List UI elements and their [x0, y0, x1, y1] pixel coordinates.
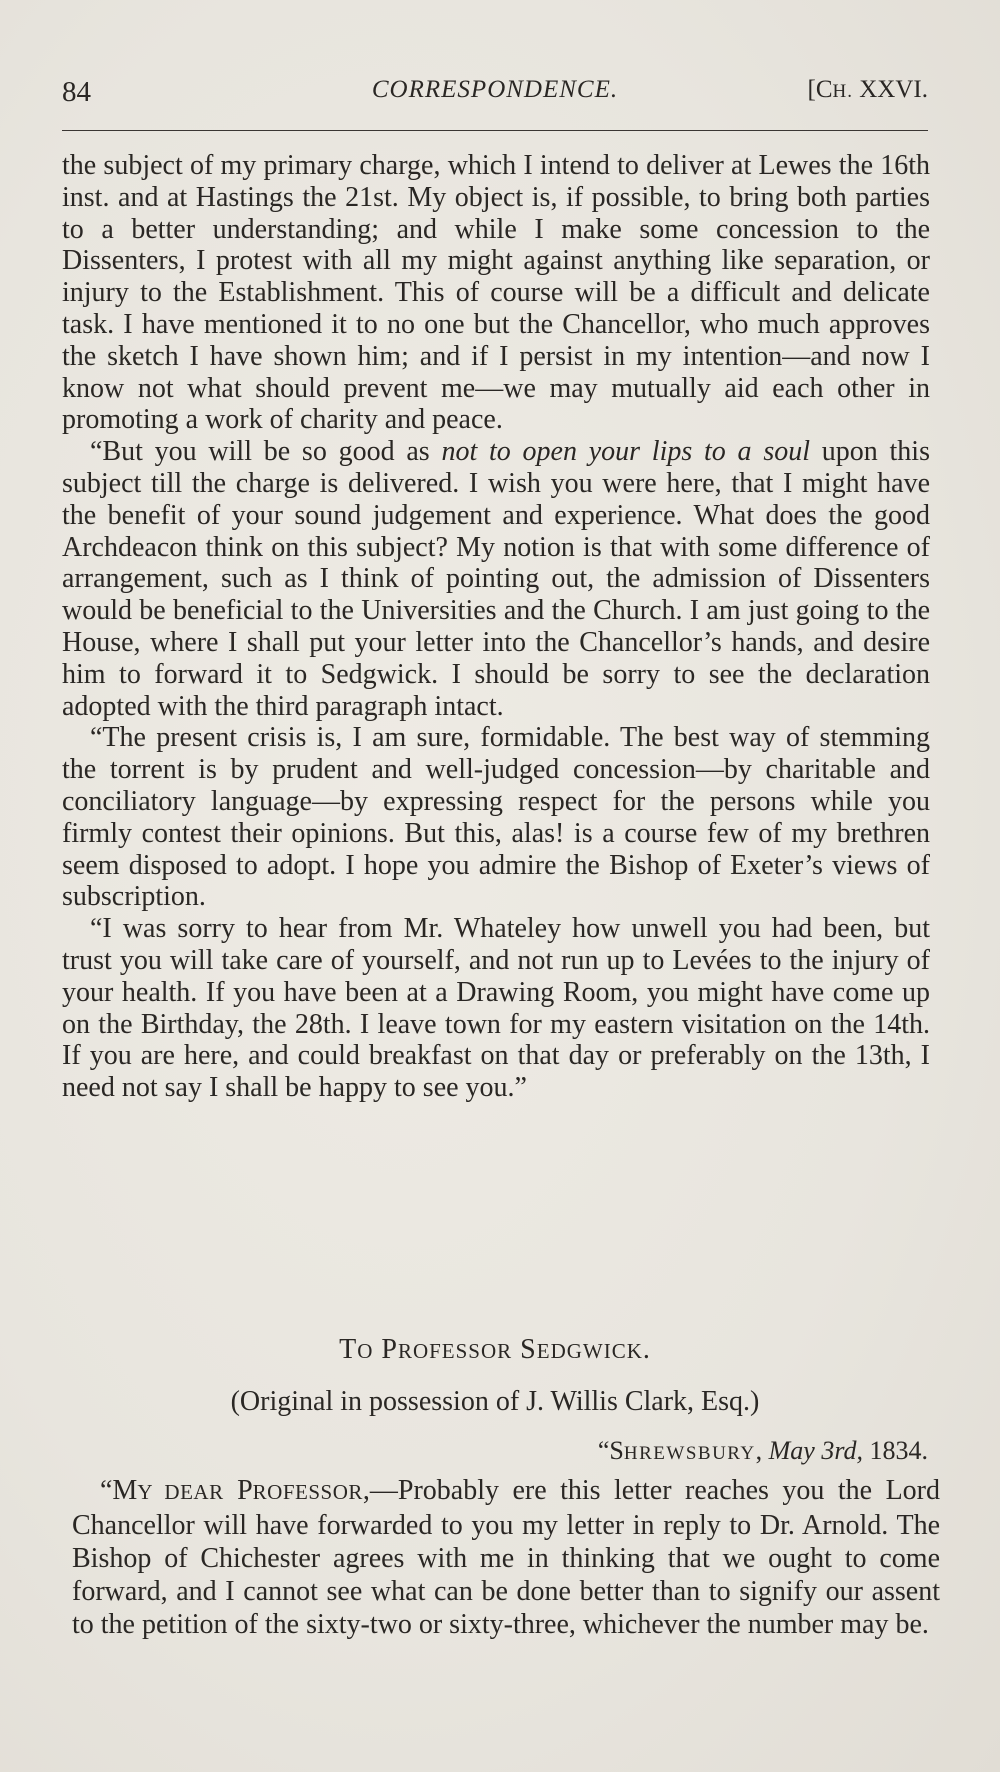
provenance-note: (Original in possession of J. Willis Clark, Esq.)	[230, 1386, 760, 1417]
header-rule	[62, 130, 928, 131]
letter-paragraph: “MY DEAR PROFESSOR,—Probably ere this letter reaches you the Lord Chancellor will have forwarded to you my letter in reply to Dr. Arnold. The Bishop of Chichester agrees with me in thinking that we ought to come forward, and I cannot see what can be done better than to signify our assent to the petition of the sixty-two or sixty-three, whichever the number may be.	[72, 1475, 940, 1640]
running-title: CORRESPONDENCE.	[371, 76, 619, 103]
letter-body	[72, 1474, 940, 1641]
emphasis-text: not to open your lips to a soul	[441, 436, 810, 468]
paragraph-3: “The present crisis is, I am sure, formidable. The best way of stemming the torrent is by prudent and well-judged concession—by charitable and conciliatory language—by expressing respect for the persons while you firmly contest their opinions. But this, alas! is a course few of my brethren seem disposed to adopt. I hope you admire the Bishop of Exeter’s views of subscription.	[62, 722, 930, 913]
letter-dateline: “SHREWSBURY, May 3rd, 1834.	[597, 1436, 928, 1465]
letter-continuation	[62, 150, 930, 1104]
page-header	[62, 76, 928, 116]
paragraph-4: “I was sorry to hear from Mr. Whateley how unwell you had been, but trust you will take care of yourself, and not run up to Levées to the injury of your health. If you have been at a Drawing Room, you might have come up on the Birthday, the 28th. I leave town for my eastern visitation on the 14th. If you are here, and could breakfast on that day or preferably on the 13th, I need not say I shall be happy to see you.”	[62, 913, 930, 1104]
paragraph-1: the subject of my primary charge, which I intend to deliver at Lewes the 16th inst. and at Hastings the 21st. My object is, if possible, to bring both parties to a better understanding; and while I make some concession to the Dissenters, I protest with all my might against anything like separation, or injury to the Establishment. This of course will be a difficult and delicate task. I have mentioned it to no one but the Chancellor, who much approves the sketch I have shown him; and if I persist in my intention—and now I know not what should prevent me—we may mutually aid each other in promoting a work of charity and peace.	[62, 150, 930, 436]
section-heading: TO PROFESSOR SEDGWICK.	[339, 1334, 651, 1365]
page-number: 84	[62, 76, 91, 108]
chapter-label: [CH. XXVI.	[807, 76, 928, 103]
paragraph-2: “But you will be so good as not to open your lips to a soul upon this subject till the charge is delivered. I wish you were here, that I might have the benefit of your sound judgement and experience. What does the good Archdeacon think on this subject? My notion is that with some difference of arrangement, such as I think of pointing out, the admission of Dissenters would be beneficial to the Universities and the Church. I am just going to the House, where I shall put your letter into the Chancellor’s hands, and desire him to forward it to Sedgwick. I should be sorry to see the declaration adopted with the third paragraph intact.	[62, 436, 930, 722]
